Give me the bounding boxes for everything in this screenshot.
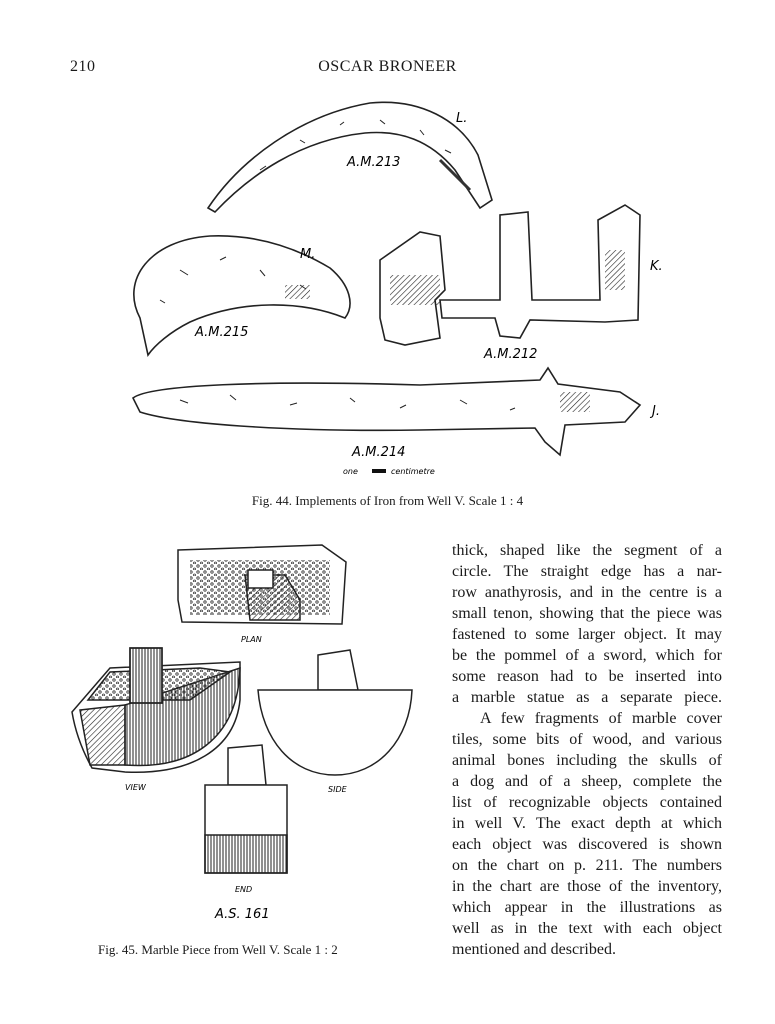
- view-drawing: [72, 648, 240, 772]
- scale-bar: [372, 469, 386, 473]
- spike-am214-drawing: [133, 368, 640, 455]
- text-line: animal bones including the skulls of: [452, 752, 722, 769]
- text-line: a marble statue as a separate piece.: [452, 689, 722, 706]
- label-k: K.: [650, 259, 663, 274]
- text-line: thick, shaped like the segment of a: [452, 542, 722, 559]
- label-l: L.: [456, 111, 468, 126]
- text-line: in well V. The exact depth at which: [452, 815, 722, 832]
- label-end: END: [235, 885, 253, 894]
- text-line: which appear in the illustrations as: [452, 899, 722, 916]
- label-as161: A.S. 161: [215, 907, 270, 922]
- text-line: a dog and of a sheep, complete the: [452, 773, 722, 790]
- label-j: J.: [652, 404, 660, 419]
- side-drawing: [258, 650, 412, 775]
- label-am213: A.M.213: [347, 155, 401, 170]
- text-line: circle. The straight edge has a nar-: [452, 563, 722, 580]
- text-line: some reason had to be inserted into: [452, 668, 722, 685]
- text-line: tiles, some bits of wood, and various: [452, 731, 722, 748]
- text-line: be the pommel of a sword, which for: [452, 647, 722, 664]
- text-line: small tenon, showing that the piece was: [452, 605, 722, 622]
- text-line: each object was discovered is shown: [452, 836, 722, 853]
- label-plan: PLAN: [241, 635, 262, 644]
- text-line: row anathyrosis, and in the centre is a: [452, 584, 722, 601]
- figure-45-caption: Fig. 45. Marble Piece from Well V. Scale 1 : 2: [98, 942, 338, 957]
- running-title: OSCAR BRONEER: [318, 58, 457, 75]
- body-text: [452, 540, 722, 960]
- text-line: mentioned and described.: [452, 941, 616, 958]
- label-am212: A.M.212: [484, 347, 538, 362]
- text-line: well as in the text with each object: [452, 920, 722, 937]
- page-number: 210: [70, 58, 96, 75]
- tool-am212-drawing: [380, 205, 640, 345]
- scale-label-centimetre: centimetre: [391, 467, 435, 476]
- text-line: list of recognizable objects contained: [452, 794, 722, 811]
- label-side: SIDE: [328, 785, 347, 794]
- label-am214: A.M.214: [352, 445, 406, 460]
- label-m: M.: [300, 247, 316, 262]
- label-view: VIEW: [125, 783, 146, 792]
- scale-label-one: one: [343, 467, 358, 476]
- end-drawing: [205, 745, 287, 873]
- text-line: A few fragments of marble cover: [480, 710, 722, 727]
- label-am215: A.M.215: [195, 325, 249, 340]
- text-line: in the chart are those of the inventory,: [452, 878, 722, 895]
- plan-drawing: [178, 545, 346, 624]
- text-line: fastened to some larger object. It may: [452, 626, 722, 643]
- text-line: on the chart on p. 211. The numbers: [452, 857, 722, 874]
- figure-44-caption: Fig. 44. Implements of Iron from Well V. Scale 1 : 4: [251, 493, 524, 508]
